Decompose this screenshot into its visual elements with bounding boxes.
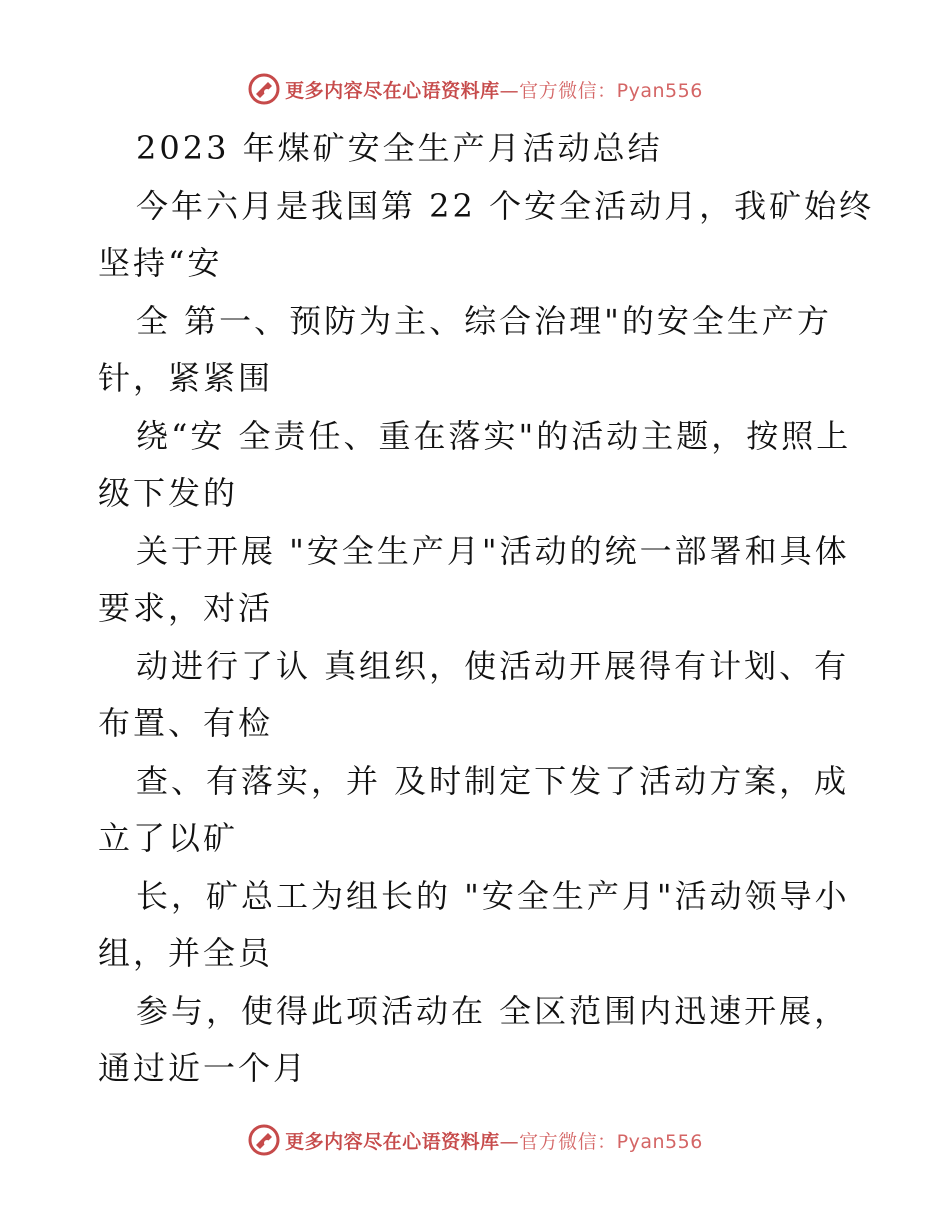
footer-banner: [0, 1122, 950, 1158]
banner-text: [285, 76, 703, 103]
header-banner: [0, 71, 950, 107]
document-body: [98, 120, 875, 1098]
paragraph-line: 布置、有检: [98, 704, 274, 742]
paragraph-line: 立了以矿: [98, 819, 239, 857]
banner-wechat-text: 官方微信：Pyan556: [519, 1130, 703, 1153]
paragraph-line: 今年六月是我国第 22 个安全活动月，我矿始终: [136, 186, 875, 225]
paragraph-line: 关于开展 "安全生产月"活动的统一部署和具体: [136, 531, 850, 570]
banner-dash: —: [499, 79, 520, 102]
paragraph-line: 长，矿总工为组长的 "安全生产月"活动领导小: [136, 876, 850, 915]
logo-icon: [247, 1123, 281, 1157]
paragraph-line: 参与，使得此项活动在 全区范围内迅速开展，: [136, 991, 850, 1030]
logo-icon: [247, 72, 281, 106]
paragraph-line: 通过近一个月: [98, 1049, 309, 1087]
document-title: 2023 年煤矿安全生产月活动总结: [136, 129, 663, 167]
paragraph-line: 坚持“安: [98, 244, 223, 282]
paragraph-line: 组，并全员: [98, 934, 274, 972]
paragraph-line: 要求，对活: [98, 589, 274, 627]
paragraph-line: 绕“安 全责任、重在落实"的活动主题，按照上: [136, 416, 852, 455]
banner-dash: —: [499, 1130, 520, 1153]
paragraph-line: 针，紧紧围: [98, 359, 274, 397]
paragraph-line: 全 第一、预防为主、综合治理"的安全生产方: [136, 301, 832, 340]
banner-wechat-text: 官方微信：Pyan556: [519, 79, 703, 102]
paragraph-line: 查、有落实，并 及时制定下发了活动方案，成: [136, 761, 850, 800]
banner-main-text: 更多内容尽在心语资料库: [285, 79, 500, 102]
paragraph-line: 动进行了认 真组织，使活动开展得有计划、有: [136, 646, 850, 685]
banner-main-text: 更多内容尽在心语资料库: [285, 1130, 500, 1153]
paragraph-line: 级下发的: [98, 474, 239, 512]
banner-text: [285, 1127, 703, 1154]
